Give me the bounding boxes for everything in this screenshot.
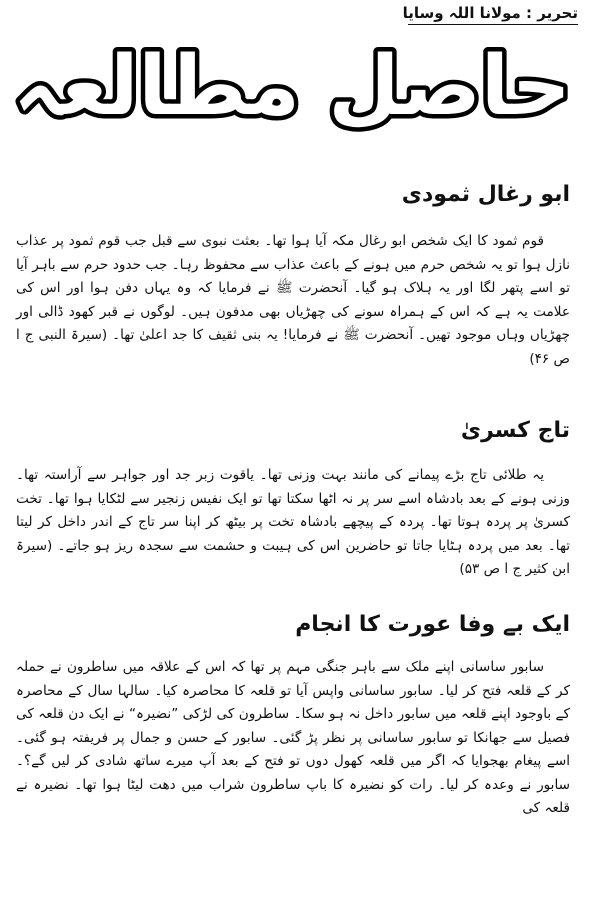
section-body-bewafa-aurat <box>16 656 570 821</box>
author-line: تحریر : مولانا اللہ وسایا <box>402 4 578 22</box>
section-text-abu-righal: قوم ثمود کا ایک شخص ابو رغال مکہ آیا ہوا تھا۔ بعثت نبوی سے قبل جب قوم ثمود پر عذاب نازل ہوا تو یہ شخص حرم میں ہونے کے باعث عذاب سے محفوظ رہا۔ جب حدود حرم سے باہر آیا تو اسے پتھر لگا اور یہ ہلاک ہو گیا۔ آنحضرت ﷺ نے فرمایا کہ وہ یہاں دفن ہوا اور اس کی علامت یہ ہے کہ اس کے ہمراہ سونے کی چھڑیاں بھی مدفون ہیں۔ لوگوں نے قبر کھود ڈالی اور چھڑیاں وہاں موجود تھیں۔ آنحضرت ﷺ نے فرمایا! یہ بنی ثقیف کا جد اعلیٰ تھا۔ (سیرۃ النبی ج ا ص ۴۶) <box>16 233 570 367</box>
author-underline <box>408 24 578 25</box>
section-text-taj-kisra: یہ طلائی تاج بڑے پیمانے کی مانند بہت وزنی تھا۔ یاقوت زبر جد اور جواہر سے آراستہ تھا۔ وزنی ہونے کے بعد بادشاہ اسے سر پر نہ اٹھا سکتا تھا تو ایک نفیس زنجیر سے لٹکایا ہوا تھا۔ تخت کسریٰ پر پردہ ہوتا تھا۔ پردہ کے پیچھے بادشاہ تخت پر بیٹھ کر اپنا سر تاج کے اندر داخل کر لیتا تھا۔ بعد میں پردہ ہٹایا جاتا تو حاضرین اس کی ہیبت و حشمت سے سجدہ ریز ہو جاتے۔ (سیرۃ ابن کثیر ج ا ص ۵۳) <box>16 467 570 577</box>
masthead-logo <box>13 34 571 144</box>
section-body-taj-kisra <box>16 464 570 582</box>
section-title-bewafa-aurat: ایک بے وفا عورت کا انجام <box>295 612 570 637</box>
section-text-bewafa-aurat: سابور ساسانی اپنے ملک سے باہر جنگی مہم پر تھا کہ اس کے علاقہ میں ساطرون نے حملہ کر کے قلعہ فتح کر لیا۔ سابور ساسانی واپس آیا تو قلعہ کا محاصرہ کیا۔ سالہا سال کے محاصرہ کے باوجود اپنے قلعہ میں سابور داخل نہ ہو سکا۔ ساطرون کی لڑکی ”نضیرہ“ نے ایک دن قلعہ کی فصیل سے جھانکا تو سابور ساسانی پر نظر پڑ گئی۔ سابور کے حسن و جمال پر فریفتہ ہو گئی۔ اسے پیغام بھجوایا کہ اگر میں قلعہ کھول دوں تو فتح کے بعد آپ میرے ساتھ شادی کر لیں گے؟۔ سابور نے وعدہ کر لیا۔ رات کو نضیرہ کا باپ ساطرون شراب میں دھت لیٹا ہوا تھا۔ نضیرہ نے قلعہ کی <box>16 659 570 816</box>
section-title-taj-kisra: تاج کسریٰ <box>460 418 570 443</box>
section-title-abu-righal: ابو رغال ثمودی <box>401 182 570 207</box>
masthead-calligraphy-icon <box>13 34 571 144</box>
svg-text:حاصل مطالعہ: حاصل مطالعہ <box>13 39 571 134</box>
section-body-abu-righal <box>16 230 570 371</box>
